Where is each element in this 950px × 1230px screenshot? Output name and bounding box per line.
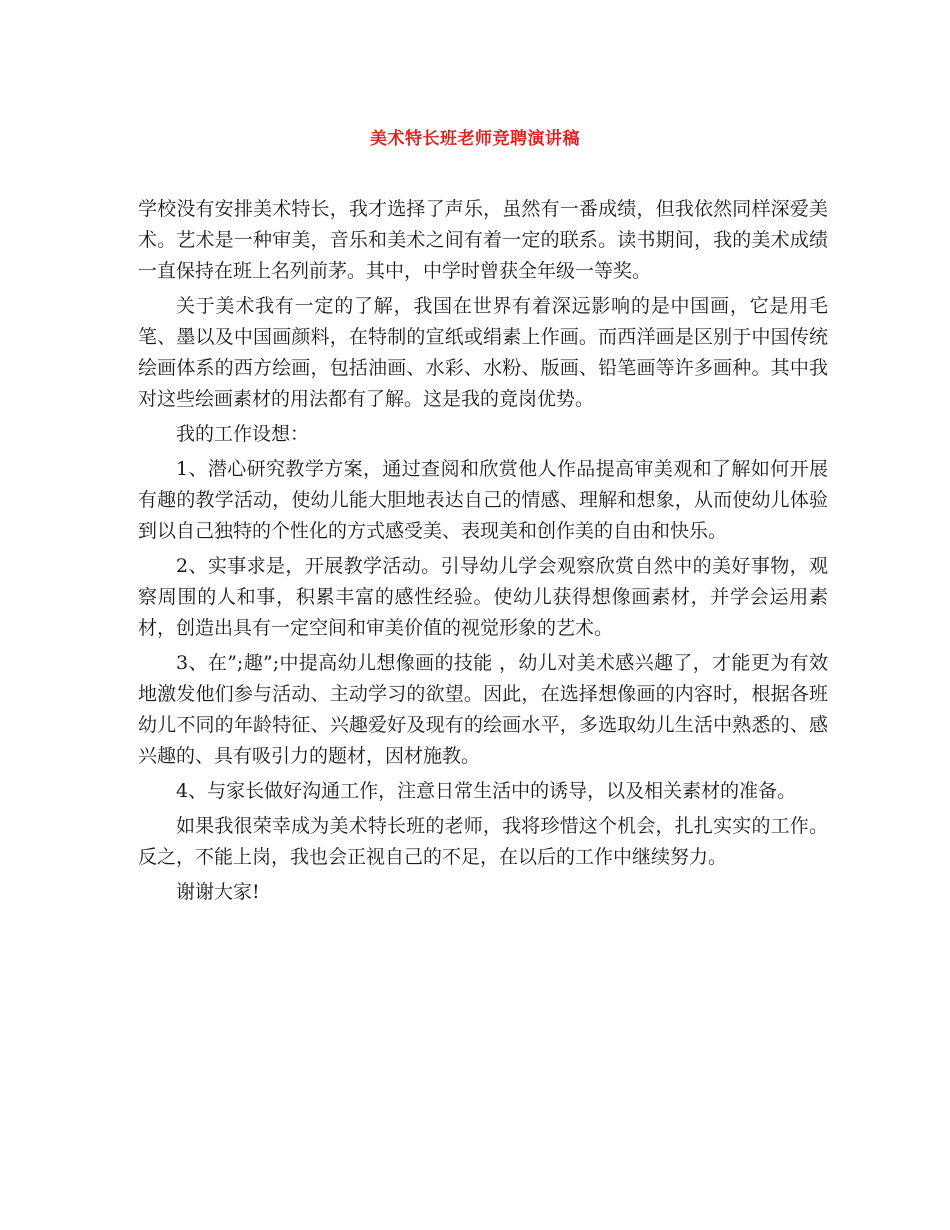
paragraph-plan-item-1: 1、潜心研究教学方案，通过查阅和欣赏他人作品提高审美观和了解如何开展有趣的教学活动，使幼儿能大胆地表达自己的情感、理解和想象，从而使幼儿体验到以自己独特的个性化的方式感受美、表现美和创作美的自由和快乐。 <box>138 458 828 542</box>
paragraph-intro: 学校没有安排美术特长，我才选择了声乐，虽然有一番成绩，但我依然同样深爱美术。艺术是一种审美，音乐和美术之间有着一定的联系。读书期间，我的美术成绩一直保持在班上名列前茅。其中，中学时曾获全年级一等奖。 <box>138 198 828 282</box>
paragraph-art-knowledge: 关于美术我有一定的了解，我国在世界有着深远影响的是中国画，它是用毛笔、墨以及中国画颜料，在特制的宣纸或绢素上作画。而西洋画是区别于中国传统绘画体系的西方绘画，包括油画、水彩、水粉、版画、铅笔画等许多画种。其中我对这些绘画素材的用法都有了解。这是我的竟岗优势。 <box>138 295 828 410</box>
paragraph-plan-item-2: 2、实事求是，开展教学活动。引导幼儿学会观察欣赏自然中的美好事物，观察周围的人和事，积累丰富的感性经验。使幼儿获得想像画素材，并学会运用素材，创造出具有一定空间和审美价值的视觉形象的艺术。 <box>138 555 828 639</box>
document-body <box>138 190 828 908</box>
paragraph-closing: 如果我很荣幸成为美术特长班的老师，我将珍惜这个机会，扎扎实实的工作。反之，不能上岗，我也会正视自己的不足，在以后的工作中继续努力。 <box>138 815 828 868</box>
paragraph-plan-item-3: 3、在”;趣”;中提高幼儿想像画的技能 ，幼儿对美术感兴趣了，才能更为有效地激发他们参与活动、主动学习的欲望。因此，在选择想像画的内容时，根据各班幼儿不同的年龄特征、兴趣爱好及现有的绘画水平，多选取幼儿生活中熟悉的、感兴趣的、具有吸引力的题材，因材施教。 <box>138 652 828 767</box>
paragraph-work-plan-heading: 我的工作设想： <box>176 423 310 445</box>
paragraph-thanks: 谢谢大家! <box>176 881 260 903</box>
document-title: 美术特长班老师竞聘演讲稿 <box>370 129 580 149</box>
paragraph-plan-item-4: 4、与家长做好沟通工作，注意日常生活中的诱导，以及相关素材的准备。 <box>176 780 797 802</box>
